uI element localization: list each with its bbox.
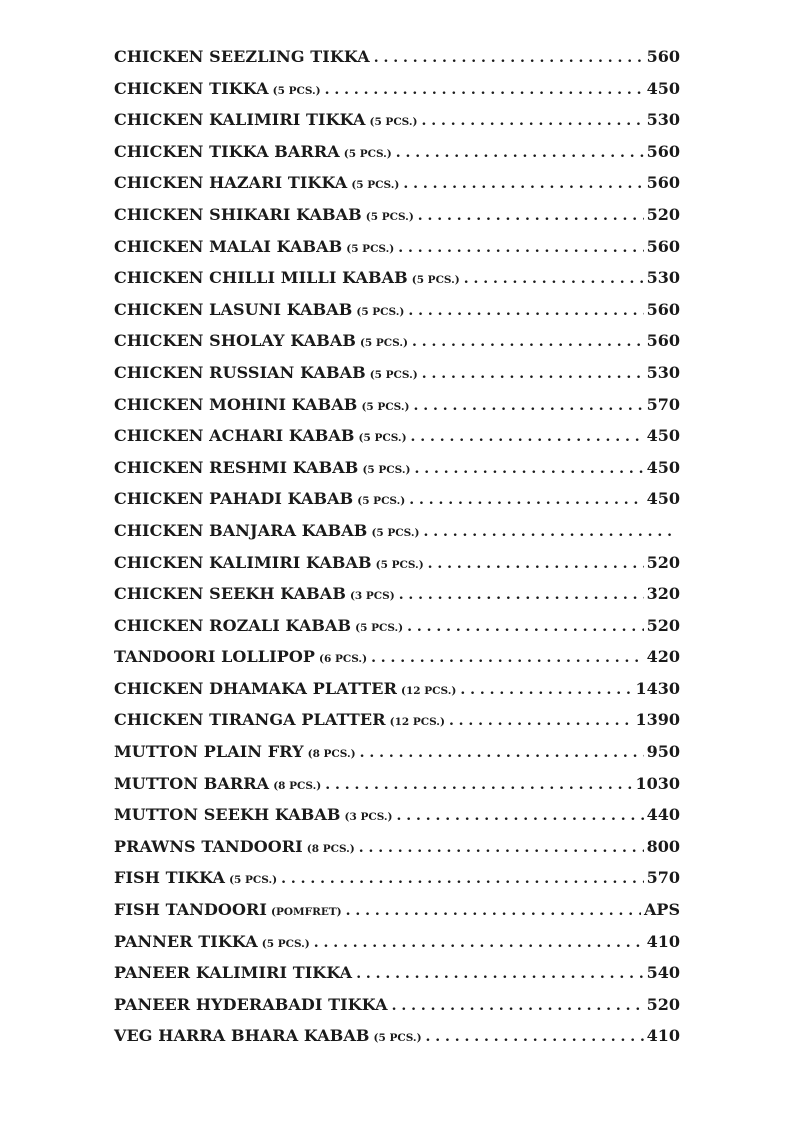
menu-item bbox=[114, 426, 680, 458]
menu-item-quantity: (5 PCS.) bbox=[358, 432, 407, 445]
dot-leader bbox=[418, 208, 644, 224]
menu-item-name: PANEER KALIMIRI TIKKA bbox=[114, 963, 353, 983]
dot-leader bbox=[413, 398, 643, 414]
menu-item-quantity: (8 PCS.) bbox=[273, 779, 322, 792]
menu-item-price: 1030 bbox=[635, 773, 680, 793]
dot-leader bbox=[408, 303, 643, 319]
dot-leader bbox=[423, 524, 677, 540]
menu-item-price: 410 bbox=[646, 931, 680, 951]
menu-item-quantity: (5 PCS.) bbox=[272, 84, 321, 97]
menu-item-quantity: (5 PCS.) bbox=[371, 526, 420, 539]
menu-item-quantity: (POMFRET) bbox=[271, 906, 342, 919]
menu-item-price: 420 bbox=[646, 647, 680, 667]
menu-item-price: 560 bbox=[646, 236, 680, 256]
menu-item bbox=[114, 110, 680, 142]
menu-item-name: CHICKEN SEEKH KABAB bbox=[114, 584, 346, 604]
menu-item bbox=[114, 837, 680, 869]
menu-item-name: CHICKEN SHOLAY KABAB bbox=[114, 331, 356, 351]
menu-item bbox=[114, 489, 680, 521]
menu-item-name: CHICKEN RUSSIAN KABAB bbox=[114, 362, 366, 382]
menu-item-price: 530 bbox=[646, 110, 680, 130]
menu-item-quantity: (6 PCS.) bbox=[319, 653, 368, 666]
dot-leader bbox=[396, 145, 644, 161]
dot-leader bbox=[359, 840, 644, 856]
menu-item bbox=[114, 900, 680, 932]
menu-item-price: 560 bbox=[646, 299, 680, 319]
dot-leader bbox=[314, 935, 644, 951]
menu-item-name: MUTTON BARRA bbox=[114, 773, 270, 793]
menu-item-price: APS bbox=[644, 900, 680, 920]
menu-item-name: CHICKEN ACHARI KABAB bbox=[114, 426, 355, 446]
menu-item-name: MUTTON PLAIN FRY bbox=[114, 742, 304, 762]
menu-item bbox=[114, 868, 680, 900]
menu-item-price: 450 bbox=[646, 78, 680, 98]
menu-item-name: CHICKEN TIKKA BARRA bbox=[114, 141, 340, 161]
menu-item-name: CHICKEN CHILLI MILLI KABAB bbox=[114, 268, 408, 288]
menu-item-name: PRAWNS TANDOORI bbox=[114, 836, 303, 856]
menu-item bbox=[114, 173, 680, 205]
menu-item-quantity: (5 PCS.) bbox=[365, 210, 414, 223]
menu-item bbox=[114, 79, 680, 111]
menu-item bbox=[114, 458, 680, 490]
menu-item bbox=[114, 616, 680, 648]
menu-item bbox=[114, 142, 680, 174]
dot-leader bbox=[398, 240, 643, 256]
menu-item-quantity: (5 PCS.) bbox=[375, 558, 424, 571]
dot-leader bbox=[397, 808, 644, 824]
menu-item-price: 560 bbox=[646, 173, 680, 193]
menu-item-quantity: (12 PCS.) bbox=[389, 716, 445, 729]
menu-item bbox=[114, 995, 680, 1027]
menu-item-price: 560 bbox=[646, 331, 680, 351]
menu-item-quantity: (3 PCS.) bbox=[344, 811, 393, 824]
menu-item-price: 530 bbox=[646, 268, 680, 288]
menu-item-name: VEG HARRA BHARA KABAB bbox=[114, 1026, 370, 1046]
menu-item-price: 1430 bbox=[635, 678, 680, 698]
menu-item bbox=[114, 553, 680, 585]
dot-leader bbox=[460, 682, 632, 698]
menu-item-quantity: (5 PCS.) bbox=[357, 495, 406, 508]
menu-item bbox=[114, 710, 680, 742]
menu-item-quantity: (8 PCS.) bbox=[306, 842, 355, 855]
menu-item-quantity: (3 PCS) bbox=[349, 590, 395, 603]
dot-leader bbox=[407, 619, 643, 635]
menu-item-name: CHICKEN MOHINI KABAB bbox=[114, 394, 358, 414]
menu-item bbox=[114, 300, 680, 332]
dot-leader bbox=[360, 745, 644, 761]
menu-item bbox=[114, 363, 680, 395]
dot-leader bbox=[325, 777, 632, 793]
menu-item bbox=[114, 584, 680, 616]
menu-item-name: CHICKEN ROZALI KABAB bbox=[114, 615, 352, 635]
dot-leader bbox=[346, 903, 641, 919]
menu-item-name: MUTTON SEEKH KABAB bbox=[114, 805, 341, 825]
dot-leader bbox=[411, 429, 644, 445]
menu-item-price: 540 bbox=[646, 963, 680, 983]
menu-item-name: CHICKEN TIKKA bbox=[114, 78, 269, 98]
dot-leader bbox=[426, 1029, 644, 1045]
menu-item-name: CHICKEN MALAI KABAB bbox=[114, 236, 343, 256]
menu-item-price: 520 bbox=[646, 994, 680, 1014]
menu-item bbox=[114, 205, 680, 237]
menu-item-name: PANNER TIKKA bbox=[114, 931, 258, 951]
menu-item-list bbox=[114, 47, 680, 1058]
menu-item-quantity: (5 PCS.) bbox=[351, 179, 400, 192]
menu-item-price: 560 bbox=[646, 141, 680, 161]
menu-item-quantity: (5 PCS.) bbox=[343, 147, 392, 160]
menu-item-price: 520 bbox=[646, 204, 680, 224]
menu-item-price: 530 bbox=[646, 362, 680, 382]
menu-item-name: FISH TIKKA bbox=[114, 868, 226, 888]
dot-leader bbox=[356, 966, 643, 982]
menu-item bbox=[114, 647, 680, 679]
menu-item bbox=[114, 331, 680, 363]
menu-item-quantity: (5 PCS.) bbox=[369, 116, 418, 129]
dot-leader bbox=[325, 82, 644, 98]
menu-item-name: CHICKEN SEEZLING TIKKA bbox=[114, 47, 370, 66]
menu-item-quantity: (5 PCS.) bbox=[229, 874, 278, 887]
menu-item-name: CHICKEN DHAMAKA PLATTER bbox=[114, 678, 397, 698]
menu-item-quantity: (5 PCS.) bbox=[369, 368, 418, 381]
menu-item bbox=[114, 742, 680, 774]
menu-item-quantity: (12 PCS.) bbox=[401, 684, 457, 697]
menu-item bbox=[114, 932, 680, 964]
dot-leader bbox=[392, 998, 644, 1014]
menu-item-price: 560 bbox=[646, 47, 680, 66]
dot-leader bbox=[409, 492, 643, 508]
menu-item-price: 800 bbox=[646, 836, 680, 856]
menu-item bbox=[114, 395, 680, 427]
menu-item-quantity: (5 PCS.) bbox=[362, 463, 411, 476]
menu-item-name: CHICKEN SHIKARI KABAB bbox=[114, 204, 362, 224]
menu-item bbox=[114, 237, 680, 269]
dot-leader bbox=[374, 50, 644, 66]
menu-item-quantity: (8 PCS.) bbox=[307, 748, 356, 761]
menu-item-name: CHICKEN KALIMIRI KABAB bbox=[114, 552, 372, 572]
dot-leader bbox=[281, 871, 644, 887]
menu-item-price: 520 bbox=[646, 615, 680, 635]
menu-item bbox=[114, 679, 680, 711]
menu-item-price: 950 bbox=[646, 742, 680, 762]
menu-item-quantity: (5 PCS.) bbox=[355, 621, 404, 634]
dot-leader bbox=[412, 334, 644, 350]
menu-item-name: CHICKEN HAZARI TIKKA bbox=[114, 173, 348, 193]
menu-item bbox=[114, 1026, 680, 1058]
menu-item-name: PANEER HYDERABADI TIKKA bbox=[114, 994, 388, 1014]
dot-leader bbox=[464, 271, 644, 287]
menu-item-quantity: (5 PCS.) bbox=[356, 305, 405, 318]
menu-item-price: 440 bbox=[646, 805, 680, 825]
menu-item bbox=[114, 805, 680, 837]
menu-item-name: CHICKEN RESHMI KABAB bbox=[114, 457, 359, 477]
menu-item-price: 1390 bbox=[635, 710, 680, 730]
dot-leader bbox=[422, 366, 644, 382]
menu-item-name: CHICKEN PAHADI KABAB bbox=[114, 489, 354, 509]
dot-leader bbox=[449, 713, 633, 729]
menu-item-price: 450 bbox=[646, 489, 680, 509]
dot-leader bbox=[422, 113, 644, 129]
menu-item-quantity: (5 PCS.) bbox=[346, 242, 395, 255]
menu-item-price: 570 bbox=[646, 394, 680, 414]
menu-item-price: 570 bbox=[646, 868, 680, 888]
menu-item-price: 320 bbox=[646, 584, 680, 604]
menu-item-quantity: (5 PCS.) bbox=[361, 400, 410, 413]
menu-item bbox=[114, 521, 680, 553]
menu-item bbox=[114, 774, 680, 806]
dot-leader bbox=[414, 461, 643, 477]
menu-item-name: FISH TANDOORI bbox=[114, 900, 267, 920]
menu-item-name: TANDOORI LOLLIPOP bbox=[114, 647, 316, 667]
menu-item-price: 450 bbox=[646, 457, 680, 477]
menu-item-quantity: (5 PCS.) bbox=[411, 274, 460, 287]
menu-item-name: CHICKEN LASUNI KABAB bbox=[114, 299, 353, 319]
menu-item bbox=[114, 963, 680, 995]
menu-item-price: 410 bbox=[646, 1026, 680, 1046]
menu-item-price: 520 bbox=[646, 552, 680, 572]
menu-item-quantity: (5 PCS.) bbox=[373, 1032, 422, 1045]
dot-leader bbox=[371, 650, 644, 666]
menu-item-name: CHICKEN TIRANGA PLATTER bbox=[114, 710, 386, 730]
dot-leader bbox=[403, 176, 643, 192]
menu-item bbox=[114, 268, 680, 300]
menu-item-name: CHICKEN KALIMIRI TIKKA bbox=[114, 110, 366, 130]
menu-item-quantity: (5 PCS.) bbox=[359, 337, 408, 350]
menu-item bbox=[114, 47, 680, 79]
menu-item-name: CHICKEN BANJARA KABAB bbox=[114, 520, 368, 540]
dot-leader bbox=[399, 587, 644, 603]
menu-item-quantity: (5 PCS.) bbox=[261, 937, 310, 950]
menu-item-price: 450 bbox=[646, 426, 680, 446]
dot-leader bbox=[428, 556, 644, 572]
